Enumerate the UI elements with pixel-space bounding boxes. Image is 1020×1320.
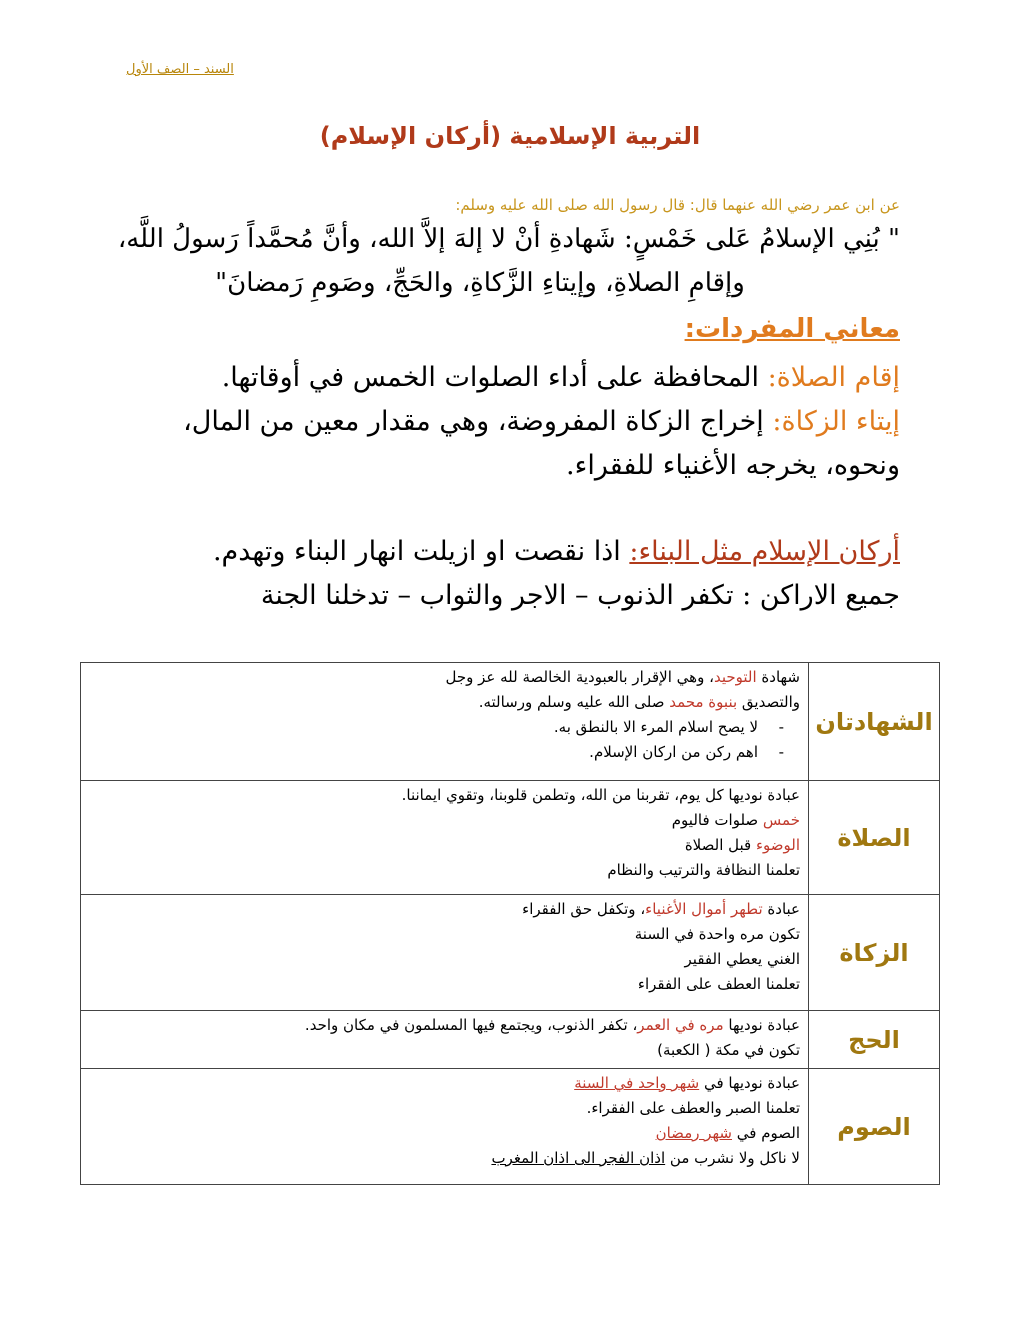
shahada-bullet-2: -اهم ركن من اركان الإسلام. [589,743,784,761]
zakah-line-1: عبادة تطهر أموال الأغنياء، وتكفل حق الفقراء [522,900,800,918]
vocab-heading: معاني المفردات: [684,314,900,344]
shahada-bullet-1: -لا يصح اسلام المرء الا بالنطق به. [553,718,784,736]
sawm-line-2: تعلمنا الصبر والعطف على الفقراء. [586,1099,800,1117]
document-title: التربية الإسلامية (أركان الإسلام) [319,122,701,150]
salah-line-2: خمس صلوات فاليوم [671,811,800,829]
vocab-zakah [110,400,900,488]
hajj-line-2: تكون في مكة ( الكعبة) [657,1041,800,1059]
table-row-hajj [81,1011,940,1069]
all-pillars-benefits: جميع الاراكن : تكفر الذنوب – الاجر والثواب – تدخلنا الجنة [260,580,900,611]
pillar-desc-salah [81,781,809,895]
zakah-line-4: تعلمنا العطف على الفقراء [637,975,800,993]
hadith-line-2: وإقامِ الصلاةِ، وإيتاءِ الزَّكاةِ، والحَجِّ، وصَومِ رَمضانَ" [215,268,745,298]
pillar-desc-shahada [81,663,809,781]
vocab-salah-definition: المحافظة على أداء الصلوات الخمس في أوقاتها. [221,362,768,393]
shahada-line-1: شهادة التوحيد، وهي الإقرار بالعبودية الخالصة لله عز وجل [445,668,800,686]
table-row-zakah [81,895,940,1011]
pillar-name-zakah: الزكاة [809,895,940,1011]
pillars-table [80,662,940,1185]
pillar-name-sawm: الصوم [809,1069,940,1185]
salah-line-1: عبادة نوديها كل يوم، تقربنا من الله، وتطمن قلوبنا، وتقوي ايماننا. [401,786,800,804]
vocab-zakah-term: إيتاء الزكاة: [772,406,900,437]
pillar-name-salah: الصلاة [809,781,940,895]
vocab-salah-term: إقام الصلاة: [767,362,900,393]
zakah-line-2: تكون مره واحدة في السنة [634,925,800,943]
shahada-line-2: والتصديق بنبوة محمد صلى الله عليه وسلم ورسالته. [478,693,800,711]
salah-line-3: الوضوء قبل الصلاة [684,836,800,854]
pillar-desc-hajj [81,1011,809,1069]
hadith-intro: عن ابن عمر رضي الله عنهما قال: قال رسول الله صلى الله عليه وسلم: [455,196,900,214]
hajj-line-1: عبادة نوديها مره في العمر، تكفر الذنوب، ويجتمع فيها المسلمون في مكان واحد. [304,1016,800,1034]
pillar-desc-zakah [81,895,809,1011]
pillar-name-shahada: الشهادتان [809,663,940,781]
zakah-line-3: الغني يعطي الفقير [684,950,800,968]
sawm-line-4: لا ناكل ولا نشرب من اذان الفجر الى اذان المغرب [491,1149,800,1167]
page-header: السند – الصف الأول [126,62,234,77]
pillar-name-hajj: الحج [809,1011,940,1069]
sawm-line-3: الصوم في شهر رمضان [655,1124,800,1142]
building-term: أركان الإسلام مثل البناء: [629,536,900,567]
table-row-sawm [81,1069,940,1185]
salah-line-4: تعلمنا النظافة والترتيب والنظام [607,861,800,879]
hadith-line-1: " بُنِي الإسلامُ عَلى خَمْسٍ: شَهادةِ أنْ لا إلهَ إلاَّ الله، وأنَّ مُحمَّداً رَسولُ اللَّه، [117,224,900,254]
sawm-line-1: عبادة نوديها في شهر واحد في السنة [574,1074,800,1092]
table-row-shahada [81,663,940,781]
vocab-zakah-definition: إخراج الزكاة المفروضة، وهي مقدار معين من المال، ونحوه، يخرجه الأغنياء للفقراء. [183,406,900,481]
table-row-salah [81,781,940,895]
building-analogy [110,530,900,574]
vocab-salah [110,356,900,400]
pillar-desc-sawm [81,1069,809,1185]
building-text: اذا نقصت او ازيلت انهار البناء وتهدم. [212,536,630,567]
